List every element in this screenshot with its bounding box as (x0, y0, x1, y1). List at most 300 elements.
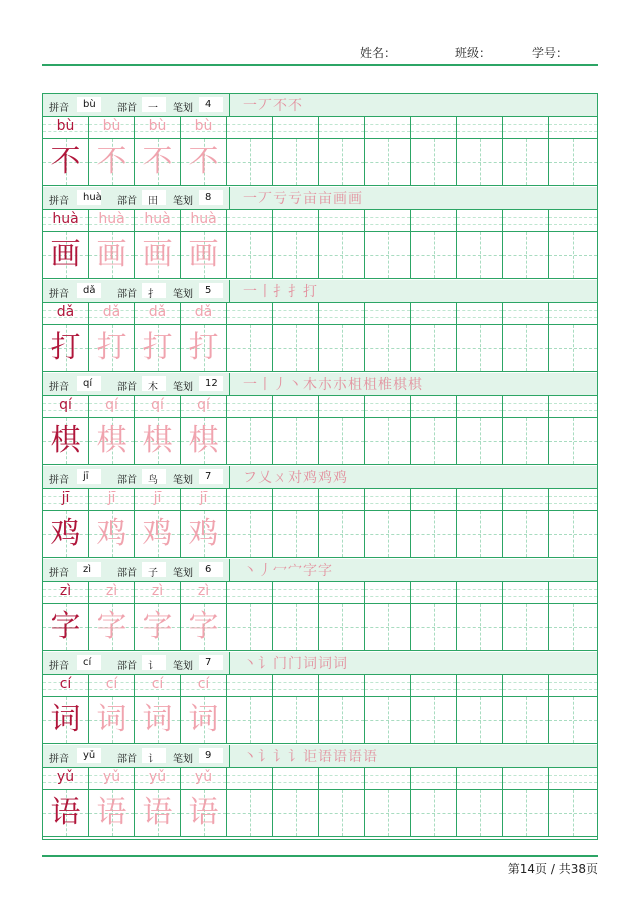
pinyin-trace: dǎ (148, 304, 167, 320)
writing-cell (181, 232, 227, 278)
pinyin-cell (319, 582, 365, 603)
writing-cell (457, 325, 503, 371)
writing-cell (319, 790, 365, 836)
character-info-bar (43, 559, 597, 582)
model-character: 画 (50, 237, 81, 272)
writing-cell (89, 511, 135, 557)
pinyin-cell (365, 675, 411, 696)
pinyin-cell (411, 303, 457, 324)
pinyin-cell (365, 489, 411, 510)
writing-cell (273, 418, 319, 464)
writing-cell (457, 232, 503, 278)
trace-character: 打 (96, 330, 127, 365)
writing-cell (227, 139, 273, 185)
writing-cell (273, 511, 319, 557)
writing-cell (365, 418, 411, 464)
strokes-label: 笔划 (173, 754, 193, 765)
pinyin-trace: jī (153, 490, 162, 506)
pinyin-cell (365, 117, 411, 138)
writing-cell (135, 604, 181, 650)
pinyin-text: cí (59, 676, 72, 692)
writing-cell (273, 139, 319, 185)
model-character: 词 (50, 702, 81, 737)
character-info-bar (43, 466, 597, 489)
pinyin-cell (319, 117, 365, 138)
writing-cell (503, 232, 549, 278)
hanzi-row (43, 511, 597, 558)
pinyin-cell (503, 582, 549, 603)
writing-cell (457, 790, 503, 836)
strokes-value: 5 (205, 285, 212, 296)
pinyin-trace: bù (102, 118, 121, 134)
pinyin-cell (503, 303, 549, 324)
pinyin-text: dǎ (56, 304, 75, 320)
pinyin-cell (89, 768, 135, 789)
pinyin-cell (43, 117, 89, 138)
radical-value: 讠 (148, 754, 158, 765)
trace-character: 画 (142, 237, 173, 272)
pinyin-cell (549, 117, 597, 138)
writing-cell (411, 418, 457, 464)
pinyin-cell (457, 675, 503, 696)
radical-label: 部首 (117, 754, 137, 765)
writing-cell (43, 418, 89, 464)
writing-cell (181, 418, 227, 464)
pinyin-cell (43, 675, 89, 696)
pinyin-trace: jī (107, 490, 116, 506)
writing-cell (181, 790, 227, 836)
radical-label: 部首 (117, 475, 137, 486)
trace-character: 棋 (188, 423, 219, 458)
pinyin-cell (549, 582, 597, 603)
radical-value: 田 (148, 196, 158, 207)
hanzi-row (43, 697, 597, 744)
character-info-bar (43, 652, 597, 675)
writing-cell (273, 604, 319, 650)
pinyin-cell (43, 396, 89, 417)
pinyin-trace: huà (190, 211, 217, 227)
pinyin-cell (135, 768, 181, 789)
character-meta (43, 466, 230, 488)
pinyin-cell (503, 210, 549, 231)
pinyin-cell (135, 675, 181, 696)
pinyin-value: jī (83, 471, 89, 482)
radical-label: 部首 (117, 568, 137, 579)
pinyin-cell (365, 768, 411, 789)
stroke-order: フ乂ㄨ对鸡鸡鸡 (243, 470, 348, 486)
trace-character: 词 (188, 702, 219, 737)
pinyin-trace: huà (98, 211, 125, 227)
pinyin-cell (89, 303, 135, 324)
pinyin-cell (411, 117, 457, 138)
writing-cell (227, 604, 273, 650)
strokes-label: 笔划 (173, 475, 193, 486)
pinyin-cell (181, 675, 227, 696)
trace-character: 棋 (96, 423, 127, 458)
writing-cell (135, 790, 181, 836)
writing-cell (89, 139, 135, 185)
writing-cell (457, 511, 503, 557)
pinyin-trace: huà (144, 211, 171, 227)
model-character: 鸡 (50, 516, 81, 551)
character-meta (43, 280, 230, 302)
writing-cell (411, 511, 457, 557)
character-meta (43, 187, 230, 209)
writing-cell (43, 232, 89, 278)
radical-value: 扌 (148, 289, 158, 300)
pinyin-text: huà (52, 211, 79, 227)
pinyin-trace: bù (194, 118, 213, 134)
stroke-order: 丶丿冖宀字字 (243, 563, 333, 579)
pinyin-cell (319, 210, 365, 231)
pinyin-cell (549, 303, 597, 324)
pinyin-cell (457, 117, 503, 138)
pinyin-row (43, 675, 597, 697)
pinyin-trace: zì (197, 583, 210, 599)
writing-cell (365, 232, 411, 278)
pinyin-trace: dǎ (194, 304, 213, 320)
writing-cell (503, 511, 549, 557)
writing-cell (89, 325, 135, 371)
radical-value: 讠 (148, 661, 158, 672)
writing-cell (273, 697, 319, 743)
pinyin-cell (227, 117, 273, 138)
model-character: 打 (50, 330, 81, 365)
pinyin-cell (273, 210, 319, 231)
strokes-label: 笔划 (173, 103, 193, 114)
writing-cell (273, 232, 319, 278)
strokes-value: 7 (205, 657, 212, 668)
name-label: 姓名： (360, 46, 397, 60)
writing-cell (273, 790, 319, 836)
pinyin-trace: qí (151, 397, 164, 413)
strokes-value: 7 (205, 471, 212, 482)
pinyin-cell (89, 210, 135, 231)
pinyin-value: dǎ (83, 285, 96, 296)
page-number: 第14页 / 共38页 (507, 862, 598, 876)
writing-cell (411, 604, 457, 650)
pinyin-cell (457, 768, 503, 789)
pinyin-cell (181, 582, 227, 603)
trace-character: 词 (142, 702, 173, 737)
writing-cell (457, 139, 503, 185)
pinyin-cell (503, 489, 549, 510)
pinyin-cell (411, 210, 457, 231)
writing-cell (181, 325, 227, 371)
radical-value: 木 (148, 382, 158, 393)
pinyin-cell (411, 582, 457, 603)
writing-cell (549, 697, 597, 743)
pinyin-row (43, 303, 597, 325)
trace-character: 鸡 (142, 516, 173, 551)
writing-cell (181, 697, 227, 743)
hanzi-row (43, 604, 597, 651)
pinyin-text: zì (59, 583, 72, 599)
pinyin-cell (365, 396, 411, 417)
writing-cell (135, 232, 181, 278)
trace-character: 语 (188, 795, 219, 830)
writing-cell (181, 139, 227, 185)
pinyin-cell (273, 489, 319, 510)
writing-cell (135, 325, 181, 371)
pinyin-row (43, 582, 597, 604)
class-label: 班级： (455, 46, 492, 60)
pinyin-cell (503, 117, 549, 138)
footer-divider (42, 855, 598, 857)
writing-cell (503, 139, 549, 185)
pinyin-text: jī (61, 490, 70, 506)
pinyin-cell (227, 675, 273, 696)
pinyin-cell (365, 582, 411, 603)
writing-cell (89, 790, 135, 836)
writing-cell (365, 139, 411, 185)
pinyin-cell (135, 396, 181, 417)
pinyin-cell (457, 489, 503, 510)
trace-character: 棋 (142, 423, 173, 458)
pinyin-cell (43, 489, 89, 510)
pinyin-cell (227, 768, 273, 789)
writing-cell (503, 604, 549, 650)
pinyin-cell (319, 675, 365, 696)
model-character: 字 (50, 609, 81, 644)
writing-cell (135, 139, 181, 185)
pinyin-trace: bù (148, 118, 167, 134)
pinyin-cell (181, 210, 227, 231)
pinyin-label: 拼音 (49, 289, 69, 300)
character-block (43, 466, 597, 559)
pinyin-label: 拼音 (49, 475, 69, 486)
pinyin-cell (181, 117, 227, 138)
trace-character: 鸡 (188, 516, 219, 551)
pinyin-cell (43, 303, 89, 324)
writing-cell (319, 511, 365, 557)
pinyin-text: qí (59, 397, 72, 413)
pinyin-cell (89, 582, 135, 603)
stroke-order: 丶讠讠讠讵语语语语 (243, 749, 378, 765)
trace-character: 语 (96, 795, 127, 830)
pinyin-label: 拼音 (49, 103, 69, 114)
pinyin-trace: yǔ (194, 769, 213, 785)
hanzi-row (43, 418, 597, 465)
pinyin-cell (181, 303, 227, 324)
pinyin-cell (273, 117, 319, 138)
pinyin-trace: dǎ (102, 304, 121, 320)
pinyin-cell (89, 396, 135, 417)
pinyin-trace: qí (105, 397, 118, 413)
writing-cell (365, 790, 411, 836)
strokes-value: 6 (205, 564, 212, 575)
writing-cell (227, 418, 273, 464)
model-character: 棋 (50, 423, 81, 458)
strokes-value: 4 (205, 99, 212, 110)
writing-cell (43, 139, 89, 185)
pinyin-cell (89, 117, 135, 138)
trace-character: 语 (142, 795, 173, 830)
character-info-bar (43, 94, 597, 117)
radical-label: 部首 (117, 382, 137, 393)
character-info-bar (43, 745, 597, 768)
writing-cell (43, 697, 89, 743)
writing-cell (549, 325, 597, 371)
stroke-order: 一丆亏亏亩亩画画 (243, 191, 363, 207)
pinyin-trace: yǔ (148, 769, 167, 785)
writing-cell (319, 604, 365, 650)
pinyin-row (43, 396, 597, 418)
pinyin-trace: zì (151, 583, 164, 599)
pinyin-cell (411, 489, 457, 510)
pinyin-cell (227, 582, 273, 603)
character-meta (43, 559, 230, 581)
pinyin-cell (319, 303, 365, 324)
writing-cell (43, 325, 89, 371)
pinyin-cell (181, 489, 227, 510)
pinyin-cell (135, 582, 181, 603)
character-block (43, 559, 597, 652)
writing-cell (135, 697, 181, 743)
pinyin-value: bù (83, 99, 96, 110)
pinyin-value: qí (83, 378, 93, 389)
writing-cell (549, 790, 597, 836)
character-block (43, 94, 597, 187)
trace-character: 不 (96, 144, 127, 179)
character-block (43, 745, 597, 838)
pinyin-cell (43, 210, 89, 231)
trace-character: 词 (96, 702, 127, 737)
pinyin-label: 拼音 (49, 568, 69, 579)
trace-character: 打 (142, 330, 173, 365)
pinyin-label: 拼音 (49, 382, 69, 393)
pinyin-trace: yǔ (102, 769, 121, 785)
pinyin-cell (411, 768, 457, 789)
character-info-bar (43, 373, 597, 396)
writing-cell (135, 511, 181, 557)
pinyin-cell (549, 210, 597, 231)
strokes-label: 笔划 (173, 661, 193, 672)
pinyin-label: 拼音 (49, 661, 69, 672)
pinyin-cell (457, 396, 503, 417)
pinyin-value: huà (83, 192, 102, 203)
pinyin-trace: cí (105, 676, 118, 692)
pinyin-cell (227, 303, 273, 324)
strokes-value: 9 (205, 750, 212, 761)
strokes-label: 笔划 (173, 382, 193, 393)
writing-cell (503, 325, 549, 371)
pinyin-label: 拼音 (49, 196, 69, 207)
pinyin-row (43, 117, 597, 139)
pinyin-cell (135, 489, 181, 510)
writing-cell (549, 232, 597, 278)
pinyin-cell (181, 396, 227, 417)
writing-cell (503, 418, 549, 464)
pinyin-row (43, 489, 597, 511)
writing-cell (549, 418, 597, 464)
pinyin-value: zì (83, 564, 92, 575)
writing-cell (503, 697, 549, 743)
writing-cell (365, 604, 411, 650)
practice-grid (42, 93, 598, 840)
character-info-bar (43, 187, 597, 210)
writing-cell (365, 325, 411, 371)
writing-cell (319, 325, 365, 371)
radical-label: 部首 (117, 103, 137, 114)
student-id-label: 学号： (532, 46, 569, 60)
writing-cell (549, 139, 597, 185)
pinyin-cell (549, 489, 597, 510)
writing-cell (273, 325, 319, 371)
pinyin-text: yǔ (56, 769, 75, 785)
pinyin-cell (273, 303, 319, 324)
trace-character: 鸡 (96, 516, 127, 551)
pinyin-cell (319, 489, 365, 510)
stroke-order: 一丨扌扌打 (243, 284, 318, 300)
character-block (43, 652, 597, 745)
pinyin-cell (135, 303, 181, 324)
pinyin-row (43, 210, 597, 232)
writing-cell (181, 511, 227, 557)
pinyin-cell (43, 768, 89, 789)
strokes-label: 笔划 (173, 289, 193, 300)
writing-cell (89, 604, 135, 650)
writing-cell (319, 139, 365, 185)
hanzi-row (43, 325, 597, 372)
model-character: 语 (50, 795, 81, 830)
trace-character: 打 (188, 330, 219, 365)
writing-cell (43, 511, 89, 557)
trace-character: 字 (96, 609, 127, 644)
stroke-order: 一丨丿丶木朩朩柤柤椎棋棋 (243, 377, 423, 393)
pinyin-cell (43, 582, 89, 603)
pinyin-cell (181, 768, 227, 789)
header-divider (42, 64, 598, 66)
stroke-order: 丶讠门门词词词 (243, 656, 348, 672)
writing-cell (227, 232, 273, 278)
radical-value: 一 (148, 103, 158, 114)
radical-label: 部首 (117, 289, 137, 300)
model-character: 不 (50, 144, 81, 179)
pinyin-row (43, 768, 597, 790)
character-block (43, 187, 597, 280)
pinyin-trace: cí (197, 676, 210, 692)
character-meta (43, 652, 230, 674)
writing-cell (89, 232, 135, 278)
writing-cell (365, 511, 411, 557)
hanzi-row (43, 790, 597, 837)
writing-cell (457, 418, 503, 464)
writing-cell (549, 511, 597, 557)
pinyin-cell (227, 489, 273, 510)
character-meta (43, 94, 230, 116)
pinyin-trace: qí (197, 397, 210, 413)
pinyin-cell (411, 675, 457, 696)
pinyin-value: cí (83, 657, 92, 668)
writing-cell (411, 697, 457, 743)
radical-label: 部首 (117, 661, 137, 672)
pinyin-cell (89, 489, 135, 510)
writing-cell (319, 697, 365, 743)
pinyin-cell (227, 210, 273, 231)
pinyin-cell (365, 210, 411, 231)
writing-cell (89, 697, 135, 743)
pinyin-cell (319, 396, 365, 417)
pinyin-value: yǔ (83, 750, 96, 761)
pinyin-label: 拼音 (49, 754, 69, 765)
strokes-label: 笔划 (173, 568, 193, 579)
writing-cell (89, 418, 135, 464)
radical-label: 部首 (117, 196, 137, 207)
character-info-bar (43, 280, 597, 303)
pinyin-cell (273, 768, 319, 789)
strokes-label: 笔划 (173, 196, 193, 207)
